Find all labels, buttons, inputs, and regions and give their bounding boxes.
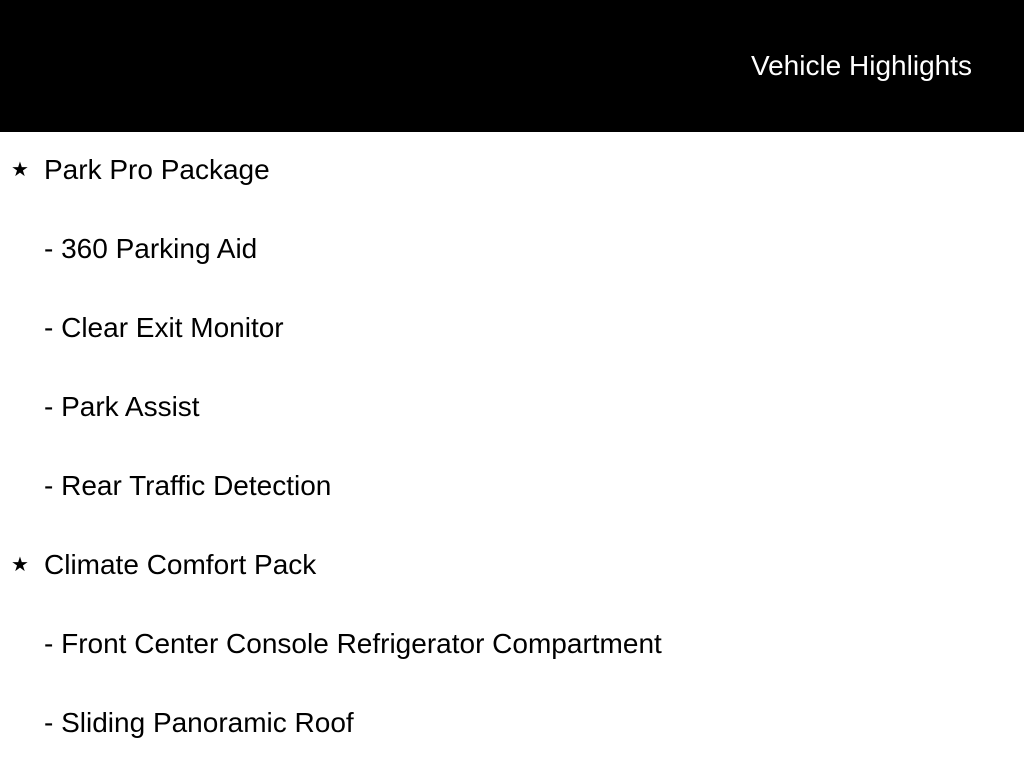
header-bar bbox=[0, 0, 1024, 132]
feature-item bbox=[0, 211, 1024, 290]
package-item bbox=[0, 527, 1024, 606]
feature-item bbox=[0, 290, 1024, 369]
feature-label: - Front Center Console Refrigerator Compartment bbox=[44, 628, 662, 659]
feature-label: - 360 Parking Aid bbox=[44, 233, 258, 264]
feature-item bbox=[0, 369, 1024, 448]
feature-label: - Sliding Panoramic Roof bbox=[44, 707, 354, 738]
feature-label: - Rear Traffic Detection bbox=[44, 470, 332, 501]
star-icon: ★ bbox=[11, 554, 29, 576]
feature-item bbox=[0, 448, 1024, 527]
star-icon: ★ bbox=[11, 159, 29, 181]
highlights-list bbox=[0, 132, 1024, 764]
feature-label: - Clear Exit Monitor bbox=[44, 312, 284, 343]
package-label: Park Pro Package bbox=[44, 154, 270, 185]
feature-label: - Park Assist bbox=[44, 391, 200, 422]
page-title: Vehicle Highlights bbox=[750, 50, 972, 81]
feature-item bbox=[0, 685, 1024, 764]
feature-item bbox=[0, 606, 1024, 685]
package-label: Climate Comfort Pack bbox=[44, 549, 317, 580]
package-item bbox=[0, 132, 1024, 211]
